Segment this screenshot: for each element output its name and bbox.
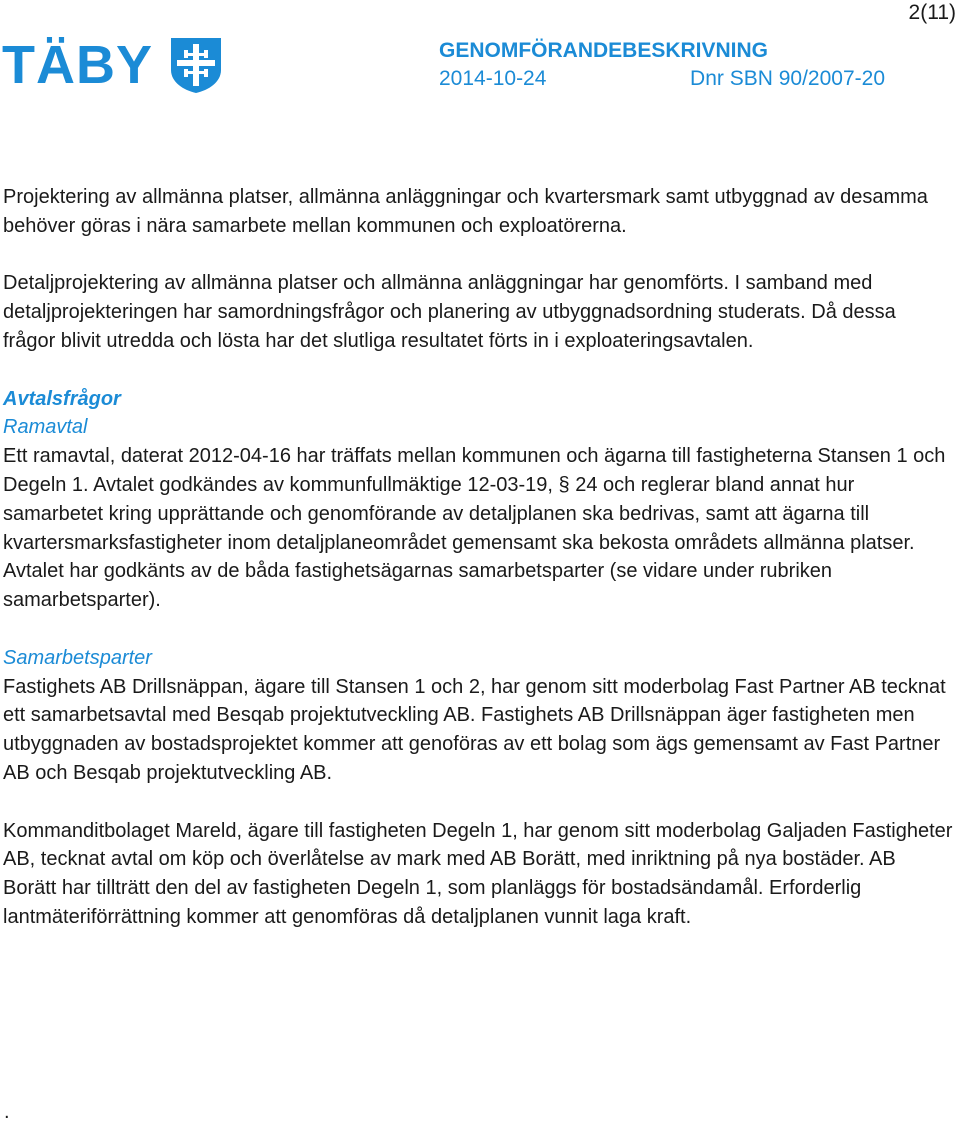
- paragraph-mareld: Kommanditbolaget Mareld, ägare till fastigheten Degeln 1, har genom sitt moderbolag Galjaden Fastigheter AB, tecknat avtal om köp och överlåtelse av mark med AB Borätt, med inriktning på nya bostäder. AB Borätt har tillträtt den del av fastigheten Degeln 1, som planläggs för bostadsändamål. Erforderlig lantmäteriförrättning kommer att genomföras då detaljplanen vunnit laga kraft.: [3, 819, 953, 928]
- logo-wordmark: TÄBY: [2, 35, 153, 95]
- subheading-ramavtal: Ramavtal: [3, 416, 88, 439]
- page-number: 2(11): [908, 1, 956, 24]
- subheading-samarbetsparter: Samarbetsparter: [3, 646, 152, 669]
- document-meta: [439, 66, 885, 92]
- document-date: 2014-10-24: [439, 67, 547, 90]
- document-type: GENOMFÖRANDEBESKRIVNING: [439, 39, 769, 62]
- document-reference: Dnr SBN 90/2007-20: [690, 67, 885, 90]
- document-header: [439, 38, 899, 92]
- taby-shield-icon: [169, 36, 223, 94]
- paragraph-ramavtal: Ett ramavtal, daterat 2012-04-16 har träffats mellan kommunen och ägarna till fastigheterna Stansen 1 och Degeln 1. Avtalet godkändes av kommunfullmäktige 12-03-19, § 24 och reglerar bland annat hur samarbetet kring upprättande och genomförande av detaljplanen ska bedrivas, samt att ägarna till kvartersmarksfastigheter inom detaljplaneområdet gemensamt ska bekosta områdets allmänna platser. Avtalet har godkänts av de båda fastighetsägarnas samarbetsparter (se vidare under rubriken samarbetsparter).: [3, 445, 946, 612]
- paragraph-drillsnappan: Fastighets AB Drillsnäppan, ägare till Stansen 1 och 2, har genom sitt moderbolag Fast Partner AB tecknat ett samarbetsavtal med Besqab projektutveckling AB. Fastighets AB Drillsnäppan äger fastigheten men utbyggnaden av bostadsprojektet kommer att genoföras av ett bolag som ägs gemensamt av Fast Partner AB och Besqab projektutveckling AB.: [3, 675, 946, 784]
- paragraph-projektering: Projektering av allmänna platser, allmänna anläggningar och kvartersmark samt utbyggnad av desamma behöver göras i nära samarbete mellan kommunen och exploatörerna.: [3, 186, 928, 237]
- taby-logo: [2, 36, 223, 94]
- section-heading-avtalsfragor: Avtalsfrågor: [3, 387, 121, 410]
- trailing-dot: .: [4, 1101, 10, 1123]
- paragraph-detaljprojektering: Detaljprojektering av allmänna platser och allmänna anläggningar har genomförts. I samband med detaljprojekteringen har samordningsfrågor och planering av utbyggnadsordning studerats. Då dessa frågor blivit utredda och lösta har det slutliga resultatet förts in i exploateringsavtalen.: [3, 272, 896, 352]
- document-body: [3, 183, 953, 932]
